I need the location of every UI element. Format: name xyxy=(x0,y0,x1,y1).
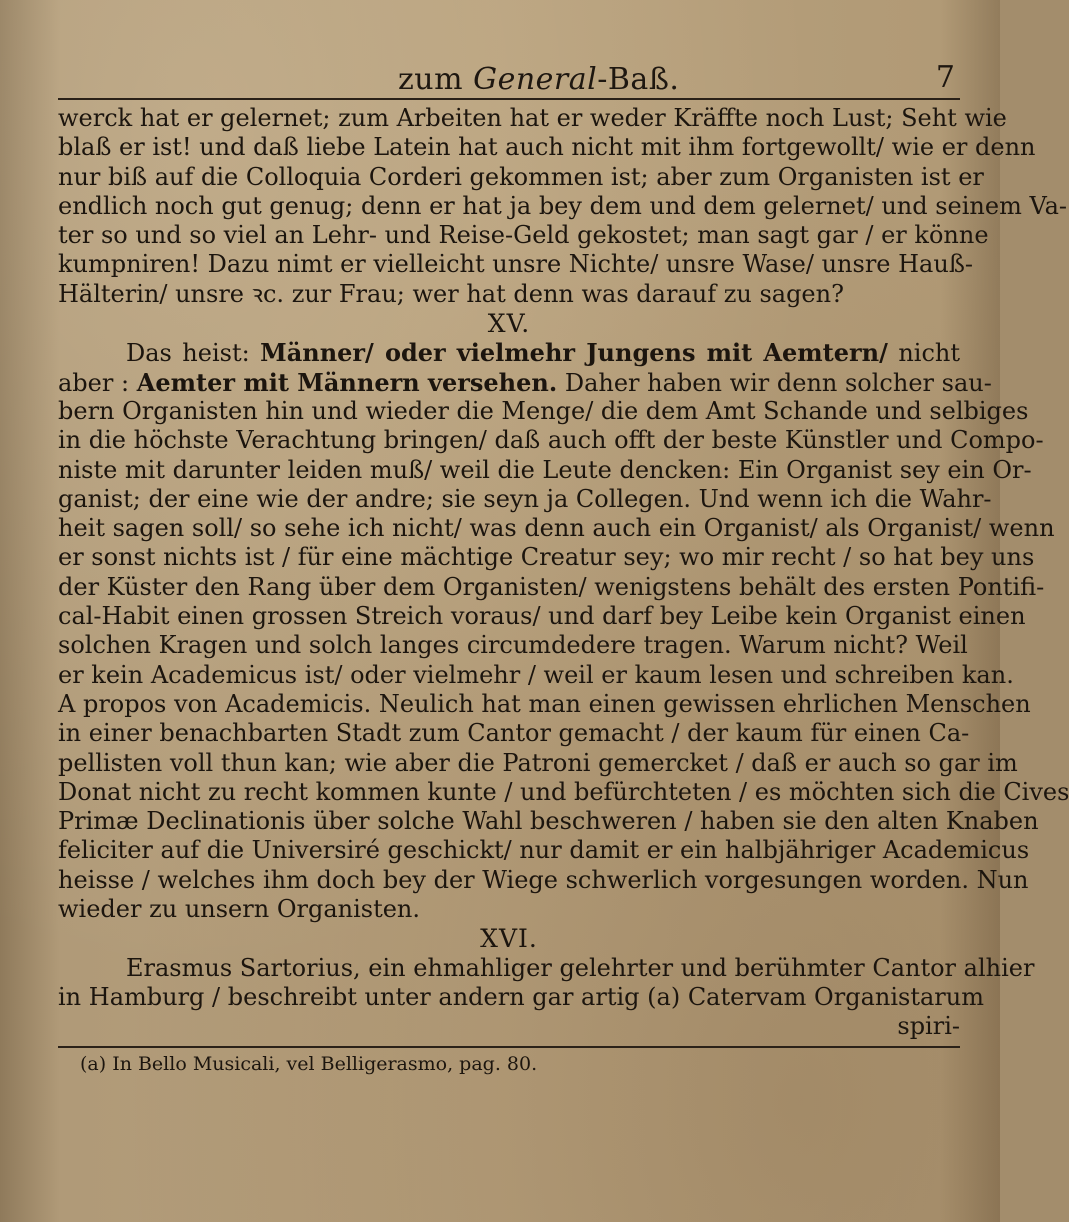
text-line: Hälterin/ unsre ꝛc. zur Frau; wer hat denn was darauf zu sagen? xyxy=(58,279,844,308)
body-text xyxy=(58,104,1069,1042)
page-number: 7 xyxy=(935,60,955,95)
section-number-xvi: XVI. xyxy=(480,924,538,954)
text-line: er sonst nichts ist / für eine mächtige Creatur sey; wo mir recht / so hat bey uns xyxy=(58,543,1035,572)
text-line: A propos von Academicis. Neulich hat man einen gewissen ehrlichen Menschen xyxy=(58,689,1031,718)
text-line: Donat nicht zu recht kommen kunte / und befürchteten / es möchten sich die Cives xyxy=(58,777,1069,806)
text-line: er kein Academicus ist/ oder vielmehr / weil er kaum lesen und schreiben kan. xyxy=(58,660,1014,689)
text-line: bern Organisten hin und wieder die Menge/ die dem Amt Schande und selbiges xyxy=(58,396,1029,425)
para-xv-line2-end: Daher haben wir denn solcher sau- xyxy=(557,368,992,397)
text-line: blaß er ist! und daß liebe Latein hat auch nicht mit ihm fortgewollt/ wie er denn xyxy=(58,133,1036,162)
header-title-italic: General xyxy=(473,62,598,97)
header-title xyxy=(398,62,679,97)
text-line xyxy=(58,367,992,397)
text-line: feliciter auf die Universiré geschickt/ nur damit er ein halbjähriger Academicus xyxy=(58,836,1030,865)
para-xv-line2-start: aber : xyxy=(58,368,137,397)
text-line: heisse / welches ihm doch bey der Wiege schwerlich vorgesungen worden. Nun xyxy=(58,865,1029,894)
text-line: ter so und so viel an Lehr- und Reise-Geld gekostet; man sagt gar / er könne xyxy=(58,221,989,250)
text-line: niste mit darunter leiden muß/ weil die Leute dencken: Ein Organist sey ein Or- xyxy=(58,455,1032,484)
text-line: pellisten voll thun kan; wie aber die Patroni gemercket / daß er auch so gar im xyxy=(58,748,1018,777)
para-xv-line1-end: nicht xyxy=(887,339,960,368)
header-rule xyxy=(58,98,960,100)
footnote: (a) In Bello Musicali, vel Belligerasmo, pag. 80. xyxy=(80,1053,538,1075)
para-xv-emphasis-2: Aemter mit Männern versehen. xyxy=(136,367,558,397)
text-line: solchen Kragen und solch langes circumdedere tragen. Warum nicht? Weil xyxy=(58,631,968,660)
text-line: ganist; der eine wie der andre; sie seyn ja Collegen. Und wenn ich die Wahr- xyxy=(58,484,992,513)
para-xv-lead: Das heist: xyxy=(126,339,261,368)
text-line: wieder zu unsern Organisten. xyxy=(58,895,421,924)
footnote-rule xyxy=(58,1046,960,1048)
para-xv-emphasis-1: Männer/ oder vielmehr Jungens mit Aemtern/ xyxy=(260,338,888,368)
text-line xyxy=(58,338,960,367)
text-line: Primæ Declinationis über solche Wahl beschweren / haben sie den alten Knaben xyxy=(58,807,1039,836)
text-line: in die höchste Verachtung bringen/ daß auch offt der beste Künstler und Compo- xyxy=(58,426,1044,455)
catchword: spiri- xyxy=(897,1012,960,1041)
running-header xyxy=(58,58,963,98)
text-line: Erasmus Sartorius, ein ehmahliger gelehrter und berühmter Cantor alhier xyxy=(126,953,1035,982)
text-line: werck hat er gelernet; zum Arbeiten hat er weder Kräffte noch Lust; Seht wie xyxy=(58,104,1007,132)
text-line: nur biß auf die Colloquia Corderi gekommen ist; aber zum Organisten ist er xyxy=(58,162,984,191)
text-line: der Küster den Rang über dem Organisten/ wenigstens behält des ersten Pontifi- xyxy=(58,572,1045,601)
text-line: cal-Habit einen grossen Streich voraus/ und darf bey Leibe kein Organist einen xyxy=(58,602,1026,631)
text-line: kumpniren! Dazu nimt er vielleicht unsre Nichte/ unsre Wase/ unsre Hauß- xyxy=(58,250,973,279)
text-line: heit sagen soll/ so sehe ich nicht/ was denn auch ein Organist/ als Organist/ wenn xyxy=(58,514,1055,543)
text-line: endlich noch gut genug; denn er hat ja bey dem und dem gelernet/ und seinem Va- xyxy=(58,191,1068,220)
text-line: in Hamburg / beschreibt unter andern gar artig (a) Catervam Organistarum xyxy=(58,982,984,1011)
header-title-suffix: -Baß. xyxy=(597,62,680,97)
text-line: in einer benachbarten Stadt zum Cantor gemacht / der kaum für einen Ca- xyxy=(58,719,970,748)
header-title-prefix: zum xyxy=(398,62,474,97)
section-number-xv: XV. xyxy=(487,309,531,339)
